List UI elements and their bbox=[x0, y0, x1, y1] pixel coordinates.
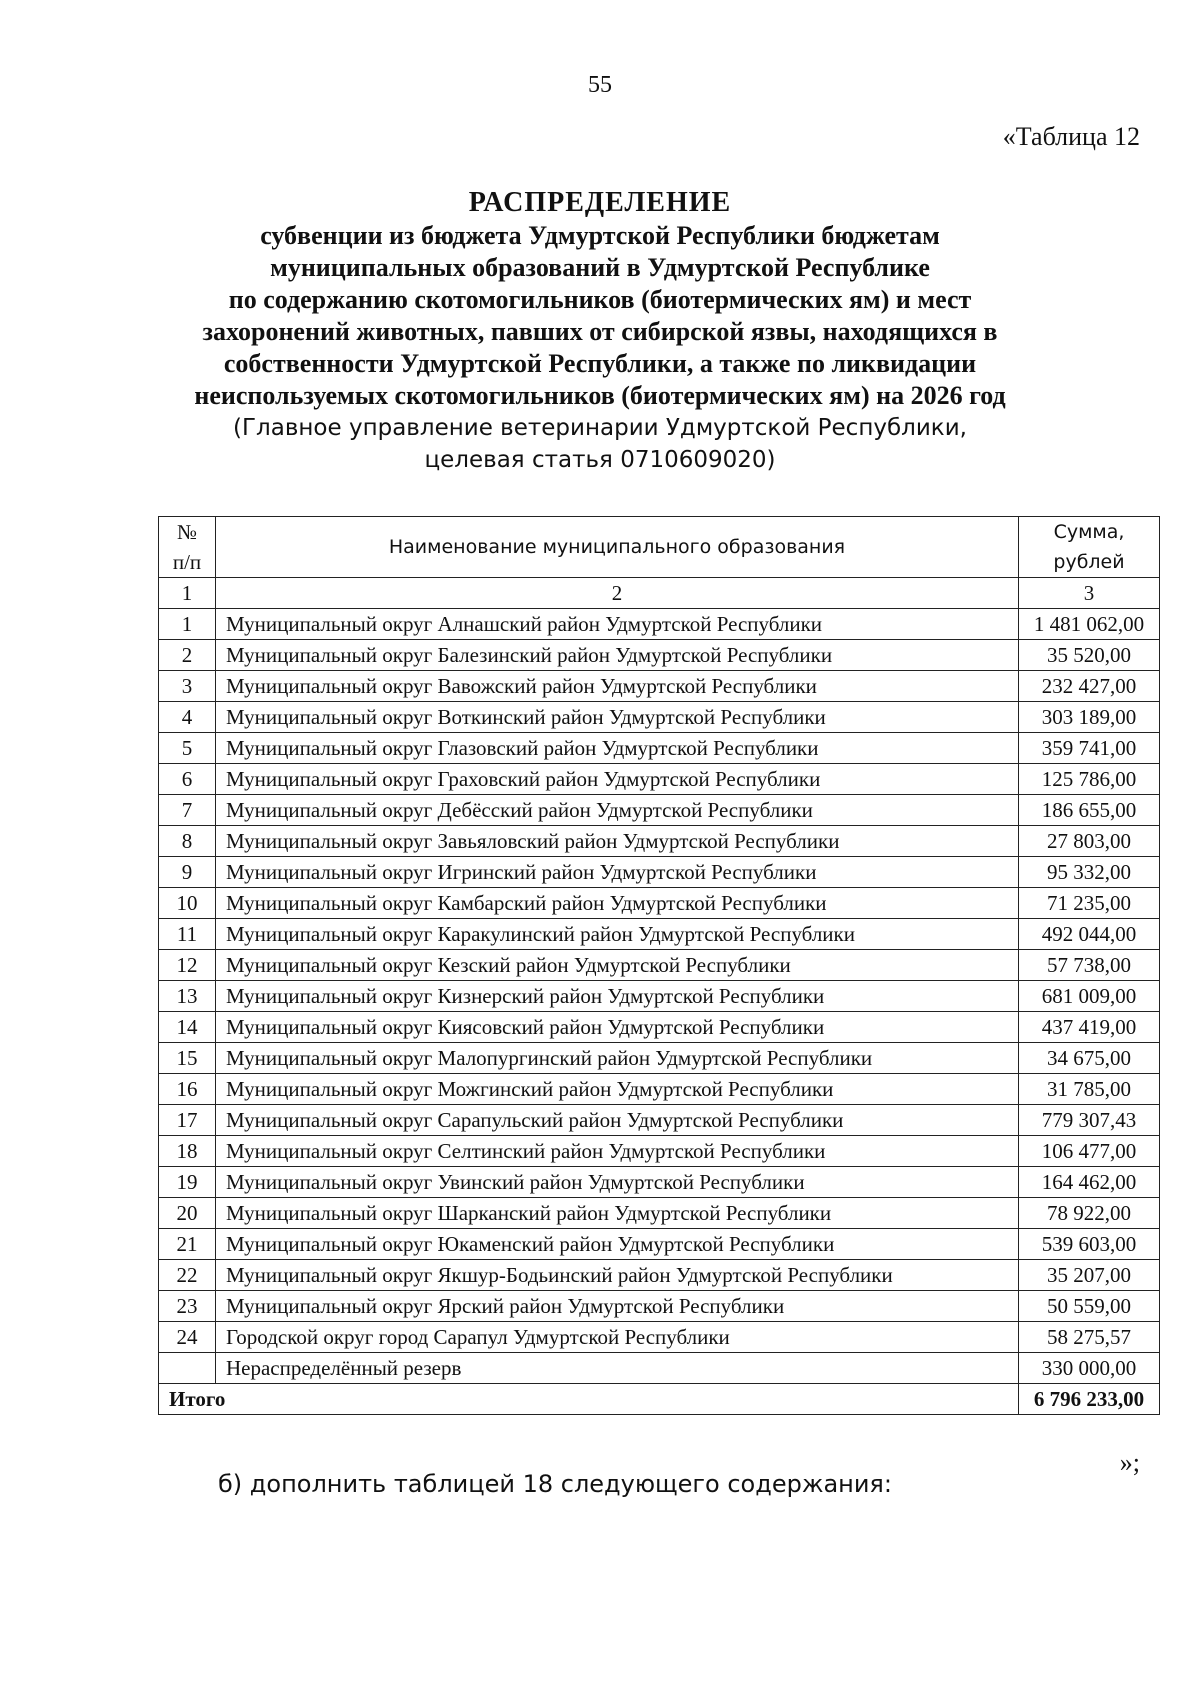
row-sum: 681 009,00 bbox=[1019, 981, 1160, 1012]
header-num-line2: п/п bbox=[172, 550, 202, 574]
row-name: Муниципальный округ Алнашский район Удмуртской Республики bbox=[216, 609, 1019, 640]
heading-note-line: (Главное управление ветеринарии Удмуртской Республики, bbox=[233, 415, 967, 441]
heading-title: РАСПРЕДЕЛЕНИЕ bbox=[468, 187, 732, 218]
row-sum: 57 738,00 bbox=[1019, 950, 1160, 981]
column-index-row bbox=[159, 578, 1160, 609]
table-row bbox=[159, 857, 1160, 888]
table-row bbox=[159, 1229, 1160, 1260]
row-number: 6 bbox=[159, 764, 216, 795]
distribution-table bbox=[158, 516, 1160, 1415]
row-name: Муниципальный округ Игринский район Удмуртской Республики bbox=[216, 857, 1019, 888]
row-sum: 78 922,00 bbox=[1019, 1198, 1160, 1229]
row-number: 16 bbox=[159, 1074, 216, 1105]
row-number: 22 bbox=[159, 1260, 216, 1291]
row-number: 21 bbox=[159, 1229, 216, 1260]
row-number: 1 bbox=[159, 609, 216, 640]
table-row bbox=[159, 1291, 1160, 1322]
heading-line: субвенции из бюджета Удмуртской Республики бюджетам bbox=[260, 221, 940, 250]
row-name: Муниципальный округ Балезинский район Удмуртской Республики bbox=[216, 640, 1019, 671]
table-header-row bbox=[159, 517, 1160, 578]
table-row bbox=[159, 764, 1160, 795]
table-row bbox=[159, 1136, 1160, 1167]
instruction-text: б) дополнить таблицей 18 следующего содержания: bbox=[218, 1470, 892, 1498]
table-row bbox=[159, 640, 1160, 671]
header-sum bbox=[1019, 517, 1160, 578]
row-sum: 31 785,00 bbox=[1019, 1074, 1160, 1105]
row-name: Муниципальный округ Селтинский район Удмуртской Республики bbox=[216, 1136, 1019, 1167]
row-sum: 186 655,00 bbox=[1019, 795, 1160, 826]
heading-line: захоронений животных, павших от сибирской язвы, находящихся в bbox=[202, 317, 998, 346]
row-number: 15 bbox=[159, 1043, 216, 1074]
table-row bbox=[159, 1322, 1160, 1353]
heading-line: по содержанию скотомогильников (биотермических ям) и мест bbox=[228, 285, 972, 314]
row-name: Муниципальный округ Шарканский район Удмуртской Республики bbox=[216, 1198, 1019, 1229]
row-sum: 437 419,00 bbox=[1019, 1012, 1160, 1043]
row-number bbox=[159, 1353, 216, 1384]
table-row bbox=[159, 671, 1160, 702]
row-sum: 35 520,00 bbox=[1019, 640, 1160, 671]
row-sum: 492 044,00 bbox=[1019, 919, 1160, 950]
row-name: Муниципальный округ Якшур-Бодьинский район Удмуртской Республики bbox=[216, 1260, 1019, 1291]
table-body bbox=[159, 609, 1160, 1384]
row-name: Муниципальный округ Юкаменский район Удмуртской Республики bbox=[216, 1229, 1019, 1260]
row-sum: 164 462,00 bbox=[1019, 1167, 1160, 1198]
column-index: 3 bbox=[1019, 578, 1160, 609]
page-number: 55 bbox=[588, 72, 612, 98]
row-name: Муниципальный округ Киясовский район Удмуртской Республики bbox=[216, 1012, 1019, 1043]
row-number: 7 bbox=[159, 795, 216, 826]
row-sum: 232 427,00 bbox=[1019, 671, 1160, 702]
header-sum-line2: рублей bbox=[1053, 551, 1125, 573]
row-number: 5 bbox=[159, 733, 216, 764]
row-number: 19 bbox=[159, 1167, 216, 1198]
table-row bbox=[159, 1198, 1160, 1229]
table-row bbox=[159, 1353, 1160, 1384]
row-number: 24 bbox=[159, 1322, 216, 1353]
header-num bbox=[159, 517, 216, 578]
header-num-line1: № bbox=[176, 520, 198, 544]
row-name: Муниципальный округ Дебёсский район Удмуртской Республики bbox=[216, 795, 1019, 826]
row-sum: 95 332,00 bbox=[1019, 857, 1160, 888]
row-name: Муниципальный округ Малопургинский район Удмуртской Республики bbox=[216, 1043, 1019, 1074]
table-row bbox=[159, 1105, 1160, 1136]
row-number: 4 bbox=[159, 702, 216, 733]
row-name: Муниципальный округ Ярский район Удмуртской Республики bbox=[216, 1291, 1019, 1322]
row-number: 20 bbox=[159, 1198, 216, 1229]
row-name: Муниципальный округ Камбарский район Удмуртской Республики bbox=[216, 888, 1019, 919]
row-sum: 71 235,00 bbox=[1019, 888, 1160, 919]
row-sum: 27 803,00 bbox=[1019, 826, 1160, 857]
row-name: Муниципальный округ Вавожский район Удмуртской Республики bbox=[216, 671, 1019, 702]
row-number: 3 bbox=[159, 671, 216, 702]
header-name: Наименование муниципального образования bbox=[216, 517, 1019, 578]
row-number: 10 bbox=[159, 888, 216, 919]
row-name: Муниципальный округ Можгинский район Удмуртской Республики bbox=[216, 1074, 1019, 1105]
row-name: Нераспределённый резерв bbox=[216, 1353, 1019, 1384]
heading-line: муниципальных образований в Удмуртской Республике bbox=[270, 253, 930, 282]
table-row bbox=[159, 609, 1160, 640]
row-number: 18 bbox=[159, 1136, 216, 1167]
table-row bbox=[159, 950, 1160, 981]
row-sum: 779 307,43 bbox=[1019, 1105, 1160, 1136]
table-row bbox=[159, 1167, 1160, 1198]
column-index: 2 bbox=[216, 578, 1019, 609]
row-name: Муниципальный округ Завьяловский район Удмуртской Республики bbox=[216, 826, 1019, 857]
total-row bbox=[159, 1384, 1160, 1415]
table-row bbox=[159, 1012, 1160, 1043]
header-sum-line1: Сумма, bbox=[1053, 521, 1125, 543]
row-name: Муниципальный округ Кезский район Удмуртской Республики bbox=[216, 950, 1019, 981]
row-number: 23 bbox=[159, 1291, 216, 1322]
table-row bbox=[159, 826, 1160, 857]
row-name: Городской округ город Сарапул Удмуртской Республики bbox=[216, 1322, 1019, 1353]
row-name: Муниципальный округ Глазовский район Удмуртской Республики bbox=[216, 733, 1019, 764]
row-name: Муниципальный округ Кизнерский район Удмуртской Республики bbox=[216, 981, 1019, 1012]
row-number: 13 bbox=[159, 981, 216, 1012]
row-name: Муниципальный округ Воткинский район Удмуртской Республики bbox=[216, 702, 1019, 733]
row-sum: 1 481 062,00 bbox=[1019, 609, 1160, 640]
table-row bbox=[159, 919, 1160, 950]
table-row bbox=[159, 1074, 1160, 1105]
row-number: 14 bbox=[159, 1012, 216, 1043]
row-name: Муниципальный округ Увинский район Удмуртской Республики bbox=[216, 1167, 1019, 1198]
closing-quote: »; bbox=[1119, 1448, 1140, 1477]
table-row bbox=[159, 733, 1160, 764]
row-sum: 34 675,00 bbox=[1019, 1043, 1160, 1074]
row-number: 9 bbox=[159, 857, 216, 888]
row-number: 2 bbox=[159, 640, 216, 671]
row-name: Муниципальный округ Сарапульский район Удмуртской Республики bbox=[216, 1105, 1019, 1136]
row-number: 12 bbox=[159, 950, 216, 981]
row-sum: 359 741,00 bbox=[1019, 733, 1160, 764]
table-row bbox=[159, 702, 1160, 733]
row-sum: 35 207,00 bbox=[1019, 1260, 1160, 1291]
row-sum: 106 477,00 bbox=[1019, 1136, 1160, 1167]
row-sum: 125 786,00 bbox=[1019, 764, 1160, 795]
row-name: Муниципальный округ Каракулинский район Удмуртской Республики bbox=[216, 919, 1019, 950]
row-number: 8 bbox=[159, 826, 216, 857]
row-number: 11 bbox=[159, 919, 216, 950]
row-sum: 50 559,00 bbox=[1019, 1291, 1160, 1322]
table-row bbox=[159, 1043, 1160, 1074]
table-row bbox=[159, 888, 1160, 919]
row-sum: 58 275,57 bbox=[1019, 1322, 1160, 1353]
table-caption: «Таблица 12 bbox=[1002, 122, 1140, 151]
column-index: 1 bbox=[159, 578, 216, 609]
heading-line: неиспользуемых скотомогильников (биотермических ям) на 2026 год bbox=[194, 381, 1006, 410]
table-row bbox=[159, 795, 1160, 826]
table-row bbox=[159, 1260, 1160, 1291]
row-number: 17 bbox=[159, 1105, 216, 1136]
total-sum: 6 796 233,00 bbox=[1019, 1384, 1160, 1415]
total-label: Итого bbox=[159, 1384, 1019, 1415]
heading-note-line: целевая статья 0710609020) bbox=[424, 447, 776, 473]
row-name: Муниципальный округ Граховский район Удмуртской Республики bbox=[216, 764, 1019, 795]
row-sum: 330 000,00 bbox=[1019, 1353, 1160, 1384]
row-sum: 539 603,00 bbox=[1019, 1229, 1160, 1260]
heading-line: собственности Удмуртской Республики, а также по ликвидации bbox=[223, 349, 977, 378]
row-sum: 303 189,00 bbox=[1019, 702, 1160, 733]
table-row bbox=[159, 981, 1160, 1012]
document-heading bbox=[0, 186, 1200, 476]
